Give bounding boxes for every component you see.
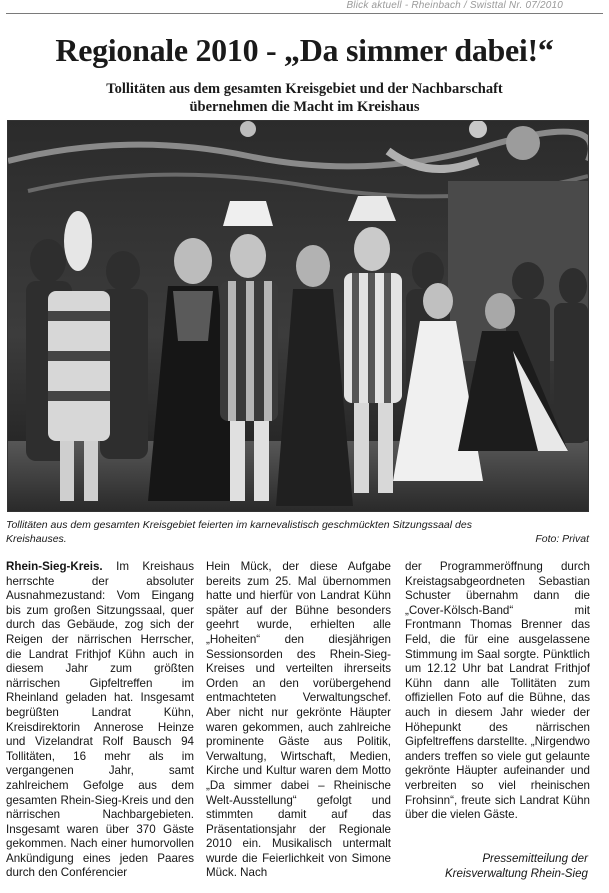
article-headline: Regionale 2010 - „Da simmer dabei!“ xyxy=(55,32,554,68)
column-1-text: Im Kreishaus herrschte der absoluter Ausnahmezustand: Vom Eingang bis zum großen Sitzungssaal, quer durch das Gebäude, zog sich der Reigen der närrischen Herrscher, die Landrat Frithjof Kühn auch in diesem Jahr zum größten närrischen Gipfeltreffen im Rheinland geladen hat. Insgesamt begrüßten Landrat Kühn, Kreisdirektorin Annerose Heinze und Vizelandrat Rolf Bausch 94 Tollitäten, 16 mehr als im vergangenen Jahr, samt zahlreichem Gefolge aus dem gesamten Rhein-Sieg-Kreis und den närrischen Nachbargebieten. Insgesamt waren über 370 Gäste gekommen. Nach einer humorvollen Ankündigung eines jeden Paares durch den Conférencier xyxy=(6,560,194,880)
photo-credit: Foto: Privat xyxy=(535,533,589,545)
article-column-3 xyxy=(405,560,590,823)
article-lead: Rhein-Sieg-Kreis. xyxy=(6,560,103,573)
press-line-1: Pressemitteilung der xyxy=(482,852,588,865)
subheadline-line-1: Tollitäten aus dem gesamten Kreisgebiet und der Nachbarschaft xyxy=(106,81,503,97)
article-subheadline xyxy=(0,80,609,116)
article-column-1 xyxy=(6,560,194,881)
publication-source: Blick aktuell - Rheinbach / Swisttal Nr. 07/2010 xyxy=(346,0,563,11)
press-line-2: Kreisverwaltung Rhein-Sieg xyxy=(444,866,588,880)
press-release-signature xyxy=(405,852,588,881)
column-3-text: der Programmeröffnung durch Kreistagsabgeordneten Sebastian Schuster übernahm dann die „Cover-Kölsch-Band“ mit Frontmann Thomas Brenner das Feld, die für eine ausgelassene Stimmung im Saal sorgte. Pünktlich um 12.12 Uhr bat Landrat Frithjof Kühn dann alle Tollitäten zum offiziellen Foto auf die Bühne, das auch in diesem Jahr wieder der Höhepunkt des närrischen Gipfeltreffens darstellte. „Nirgendwo anders treffen so viele gut gelaunte gekrönte Häupter aufeinander und verbreiten so viel rheinischen Frohsinn“, freute sich Landrat Kühn über die vielen Gäste. xyxy=(405,560,590,822)
column-2-text: Hein Mück, der diese Aufgabe bereits zum 25. Mal übernommen hatte und hierfür von Landrat Kühn später auf der Bühne besonders geehrt wurde, erhielten alle „Hoheiten“ den diesjährigen Sessionsorden des Rhein-Sieg-Kreises und verteilten ihrerseits Orden an den vorübergehend entmachteten Verwaltungschef. Aber nicht nur gekrönte Häupter waren gekommen, auch zahlreiche prominente Gäste aus Politik, Verwaltung, Wirtschaft, Medien, Kirche und Kultur waren dem Motto „Da simmer dabei – Rheinische Welt-Ausstellung“ gefolgt und stimmten damit auf das Präsentationsjahr der Regionale 2010 ein. Musikalisch untermalt wurde die Feierlichkeit von Simone Mück. Nach xyxy=(206,560,391,880)
article-photo xyxy=(7,120,589,512)
photo-caption xyxy=(6,518,591,546)
caption-text: Tollitäten aus dem gesamten Kreisgebiet feierten im karnevalistisch geschmückten Sitzungssaal des Kreishauses. xyxy=(6,519,472,545)
article-column-2 xyxy=(206,560,391,881)
subheadline-line-2: übernehmen die Macht im Kreishaus xyxy=(189,99,420,115)
header-divider xyxy=(6,13,603,14)
